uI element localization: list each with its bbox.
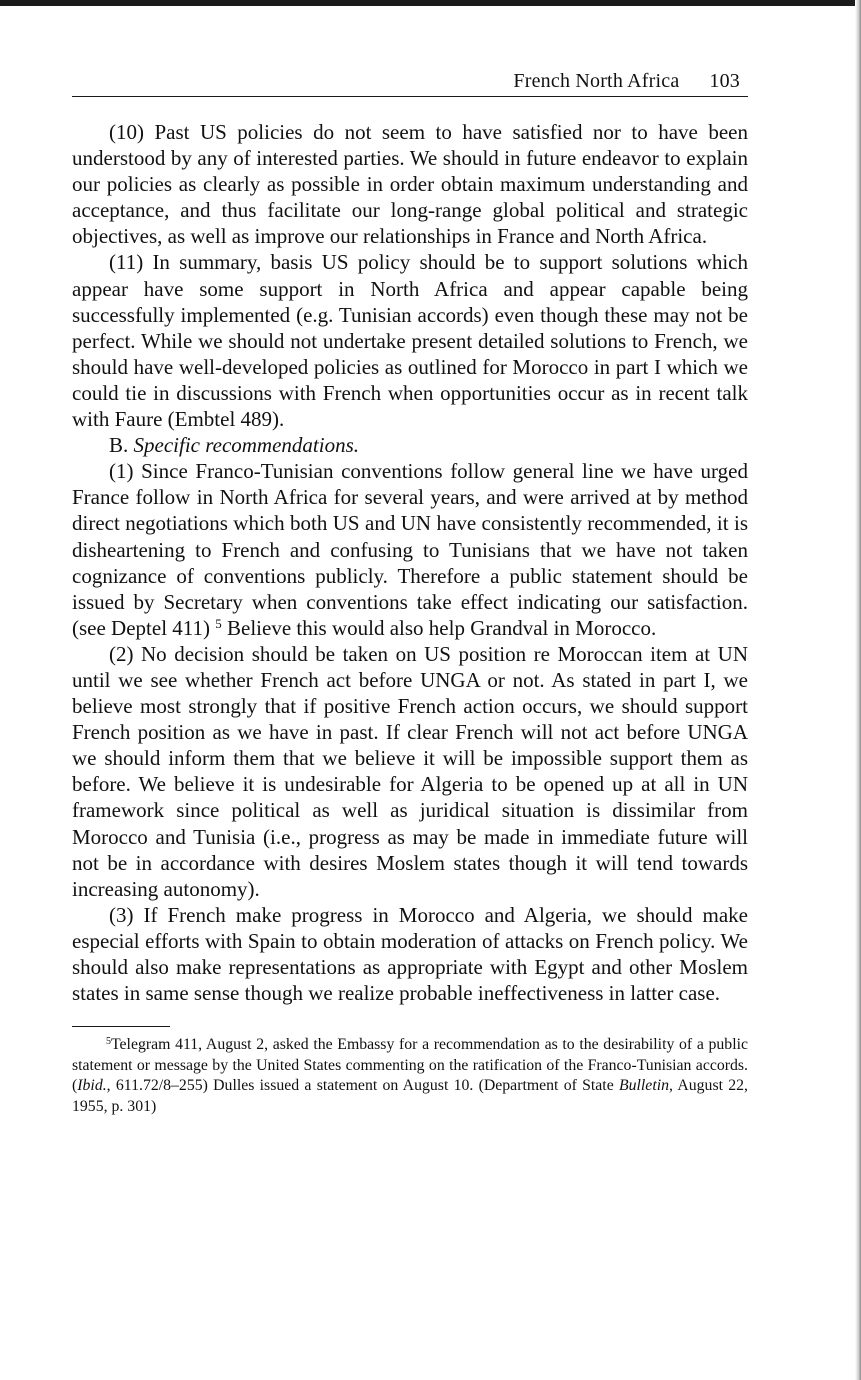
section-b-title: Specific recommendations. [133, 433, 360, 458]
recommendation-1-text-continued: Believe this would also help Grandval in Morocco. [221, 615, 657, 640]
recommendation-1 [72, 458, 748, 641]
footnote-mark: 5 [106, 1036, 111, 1048]
recommendation-1-text: (1) Since Franco-Tunisian conventions follow general line we have urged France follow in North Africa for several years, and were arrived at by method direct negotiations which both US and UN have consistently recommended, it is disheartening to French and confusing to Tunisians that we have not taken cognizance of conventions publicly. Therefore a public statement should be issued by Secretary when conventions take effect indicating our satisfaction. (see Deptel 411) [72, 459, 748, 640]
paragraph-11: (11) In summary, basis US policy should be to support solutions which appear have some support in North Africa and appear capable being successfully implemented (e.g. Tunisian accords) even though these may not be perfect. While we should not undertake present detailed solutions to French, we should have well-developed policies as outlined for Morocco in part I which we could tie in discussions with French when opportunities occur as in recent talk with Faure (Embtel 489). [72, 250, 748, 432]
page-number: 103 [709, 70, 740, 92]
footnote-divider [72, 1026, 170, 1027]
recommendation-2: (2) No decision should be taken on US position re Moroccan item at UN until we see whether French act before UNGA or not. As stated in part I, we believe most strongly that if positive French action occurs, we should support French position as we have in past. If clear French will not act before UNGA we should inform them that we believe it will be impossible support them as before. We believe it is undesirable for Algeria to be opened up at all in UN framework since political as well as juridical situation is dissimilar from Morocco and Tunisia (i.e., progress as may be made in immediate future will not be in accordance with desires Moslem states though it will tend towards increasing autonomy). [72, 641, 748, 901]
recommendation-3: (3) If French make progress in Morocco and Algeria, we should make especial efforts with Spain to obtain moderation of attacks on French policy. We should also make representations as appropriate with Egypt and other Moslem states in same sense though we realize probable ineffectiveness in latter case. [72, 902, 748, 1006]
running-header [72, 70, 748, 97]
footnote-bulletin: Bulletin [618, 1077, 669, 1095]
footnote-ibid: Ibid. [77, 1077, 107, 1095]
scan-right-edge [855, 0, 861, 1380]
document-page [72, 70, 748, 1117]
footnote-text-part-1: Telegram 411, August 2, asked the Embassy for a recommendation as to the desirability of a public statement or message by the United States commenting on the ratification of the Franco-Tunisian accords. ( [72, 1036, 748, 1095]
running-header-title: French North Africa [513, 70, 680, 92]
footnote-text-part-3: , August 22, 1955, p. 301) [72, 1077, 748, 1115]
section-b-heading [72, 432, 748, 458]
footnote-5 [72, 1035, 748, 1117]
section-b-prefix: B. [109, 433, 134, 458]
scan-top-edge [0, 0, 861, 6]
footnote-text-part-2: , 611.72/8–255) Dulles issued a statement on August 10. (Department of State [106, 1077, 619, 1095]
footnote-reference-5: 5 [215, 615, 222, 631]
body-text [72, 119, 748, 1006]
paragraph-10: (10) Past US policies do not seem to have satisfied nor to have been understood by any of interested parties. We should in future endeavor to explain our policies as clearly as possible in order obtain maximum understanding and acceptance, and thus facilitate our long-range global political and strategic objectives, as well as improve our relationships in France and North Africa. [72, 120, 748, 249]
